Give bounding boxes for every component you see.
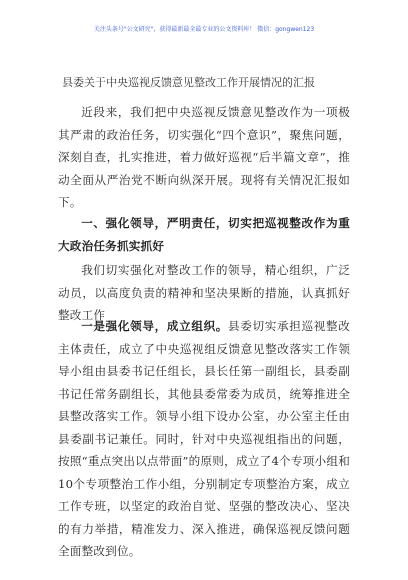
item-paragraph	[58, 315, 350, 563]
item-body: 县委切实承担巡视整改主体责任，成立了中央巡视组反馈意见整改落实工作领导小组由县委书记任组长，县长任第一副组长，县委副书记任常务副组长，其他县委常委为成员，统筹推进全县整改落实工作。领导小组下设办公室，办公室主任由县委副书记兼任。同时，针对中央巡视组指出的问题，按照“重点突出以点带面”的原则，成立了4个专项小组和10个专项整治工作小组，分别制定专项整治方案，成立工作专班，以坚定的政治自觉、坚强的整改决心、坚决的有力举措，精准发力、深入推进，确保巡视反馈问题全面整改到位。	[58, 319, 350, 558]
intro-paragraph: 近段来，我们把中央巡视反馈意见整改作为一项极其严肃的政治任务，切实强化“四个意识”，聚焦问题，深刻自查，扎实推进，着力做好巡视“后半篇文章”，推动全面从严治党不断向纵深开展。现将有关情况汇报如下。	[58, 105, 350, 209]
document-title: 县委关于中央巡视反馈意见整改工作开展情况的汇报	[62, 76, 315, 89]
section-heading: 一、强化领导，严明责任，切实把巡视整改作为重大政治任务抓实抓好	[58, 216, 350, 253]
section-intro-paragraph: 我们切实强化对整改工作的领导，精心组织，广泛动员，以高度负责的精神和坚决果断的措施，认真抓好整改工作	[58, 263, 350, 322]
top-banner: 关注头条号"公文研究"，获得最新最全最专业的公文资料库！ 微信：gongwen123	[93, 26, 315, 33]
item-lead: 一是强化领导，成立组织。	[81, 319, 229, 333]
